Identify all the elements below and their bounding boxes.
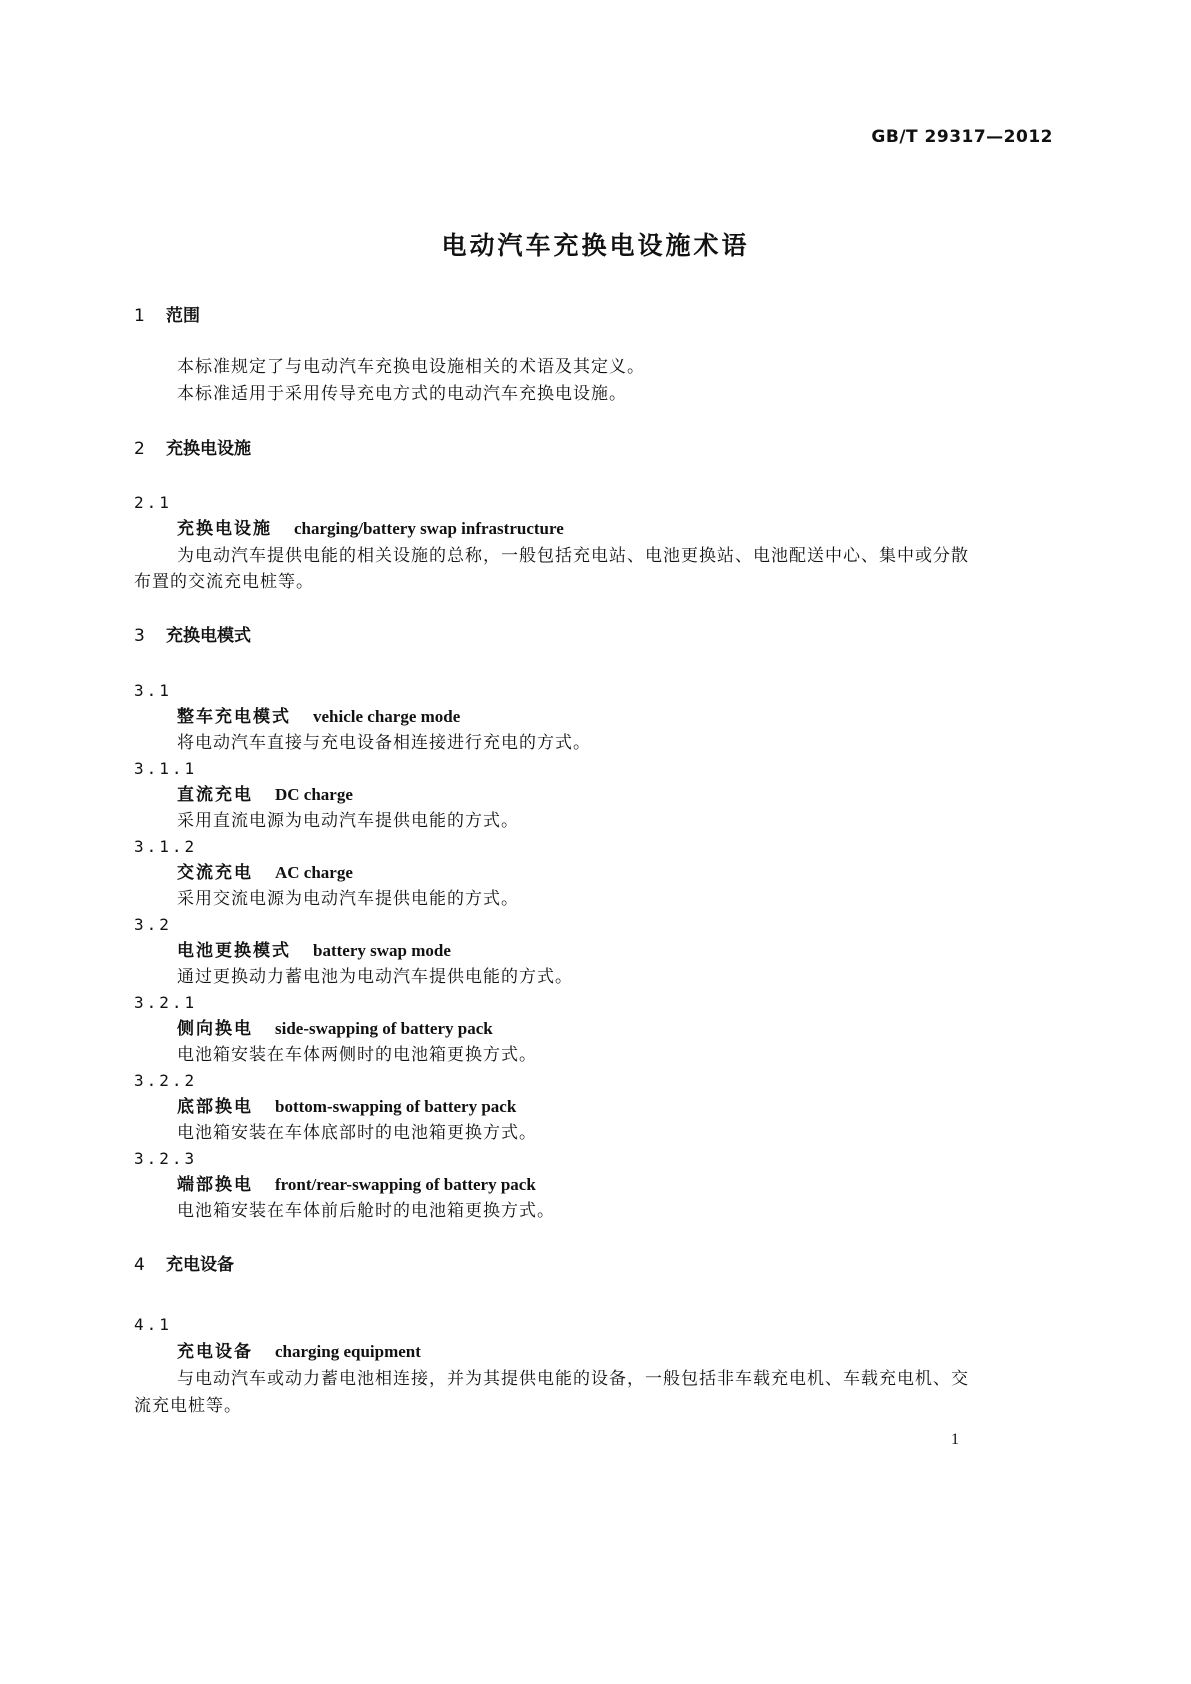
section-number: 3: [134, 626, 145, 646]
page-number: 1: [951, 1431, 959, 1448]
term-zh: 底部换电: [177, 1097, 253, 1117]
term-zh: 电池更换模式: [177, 941, 291, 961]
section-2-heading: [134, 438, 251, 460]
term-en: charging equipment: [275, 1342, 421, 1361]
definition: 电池箱安装在车体底部时的电池箱更换方式。: [177, 1123, 537, 1143]
term-heading: [177, 784, 353, 806]
section-1-heading: [134, 305, 200, 327]
term-en: charging/battery swap infrastructure: [294, 519, 564, 538]
term-zh: 充电设备: [177, 1342, 253, 1362]
term-number: 2.1: [134, 493, 172, 512]
definition-continued: 布置的交流充电桩等。: [134, 572, 314, 592]
section-number: 4: [134, 1255, 145, 1275]
definition: 通过更换动力蓄电池为电动汽车提供电能的方式。: [177, 967, 573, 987]
definition: 为电动汽车提供电能的相关设施的总称，一般包括充电站、电池更换站、电池配送中心、集中或分散: [177, 546, 969, 566]
definition: 将电动汽车直接与充电设备相连接进行充电的方式。: [177, 733, 591, 753]
section-title: 充电设备: [166, 1255, 234, 1275]
term-number: 3.2.2: [134, 1071, 198, 1090]
term-en: front/rear-swapping of battery pack: [275, 1175, 536, 1194]
term-en: AC charge: [275, 863, 353, 882]
paragraph: 本标准规定了与电动汽车充换电设施相关的术语及其定义。: [177, 357, 645, 377]
definition: 采用交流电源为电动汽车提供电能的方式。: [177, 889, 519, 909]
term-number: 3.2: [134, 915, 172, 934]
term-number: 3.1: [134, 681, 172, 700]
term-zh: 直流充电: [177, 785, 253, 805]
definition-continued: 流充电桩等。: [134, 1396, 242, 1416]
term-heading: [177, 1096, 516, 1118]
term-heading: [177, 862, 353, 884]
term-number: 3.2.3: [134, 1149, 198, 1168]
definition: 与电动汽车或动力蓄电池相连接，并为其提供电能的设备，一般包括非车载充电机、车载充电机、交: [177, 1369, 969, 1389]
term-heading: [177, 1341, 421, 1363]
standard-code: GB/T 29317—2012: [871, 127, 1053, 147]
term-heading: [177, 1018, 493, 1040]
section-number: 2: [134, 439, 145, 459]
section-4-heading: [134, 1254, 234, 1276]
definition: 采用直流电源为电动汽车提供电能的方式。: [177, 811, 519, 831]
term-heading: [177, 1174, 536, 1196]
term-number: 3.2.1: [134, 993, 198, 1012]
section-title: 充换电设施: [166, 439, 251, 459]
term-en: vehicle charge mode: [313, 707, 461, 726]
term-en: bottom-swapping of battery pack: [275, 1097, 517, 1116]
document-title: 电动汽车充换电设施术语: [441, 231, 750, 260]
term-zh: 整车充电模式: [177, 707, 291, 727]
term-zh: 侧向换电: [177, 1019, 253, 1039]
term-en: side-swapping of battery pack: [275, 1019, 493, 1038]
term-heading: [177, 706, 460, 728]
term-number: 4.1: [134, 1315, 172, 1334]
term-heading: [177, 518, 564, 540]
definition: 电池箱安装在车体两侧时的电池箱更换方式。: [177, 1045, 537, 1065]
section-number: 1: [134, 306, 145, 326]
term-zh: 充换电设施: [177, 519, 272, 539]
section-title: 范围: [166, 306, 200, 326]
paragraph: 本标准适用于采用传导充电方式的电动汽车充换电设施。: [177, 384, 627, 404]
term-number: 3.1.2: [134, 837, 198, 856]
term-zh: 交流充电: [177, 863, 253, 883]
definition: 电池箱安装在车体前后舱时的电池箱更换方式。: [177, 1201, 555, 1221]
term-number: 3.1.1: [134, 759, 198, 778]
section-3-heading: [134, 625, 251, 647]
section-title: 充换电模式: [166, 626, 251, 646]
term-heading: [177, 940, 451, 962]
term-zh: 端部换电: [177, 1175, 253, 1195]
term-en: DC charge: [275, 785, 353, 804]
term-en: battery swap mode: [313, 941, 451, 960]
